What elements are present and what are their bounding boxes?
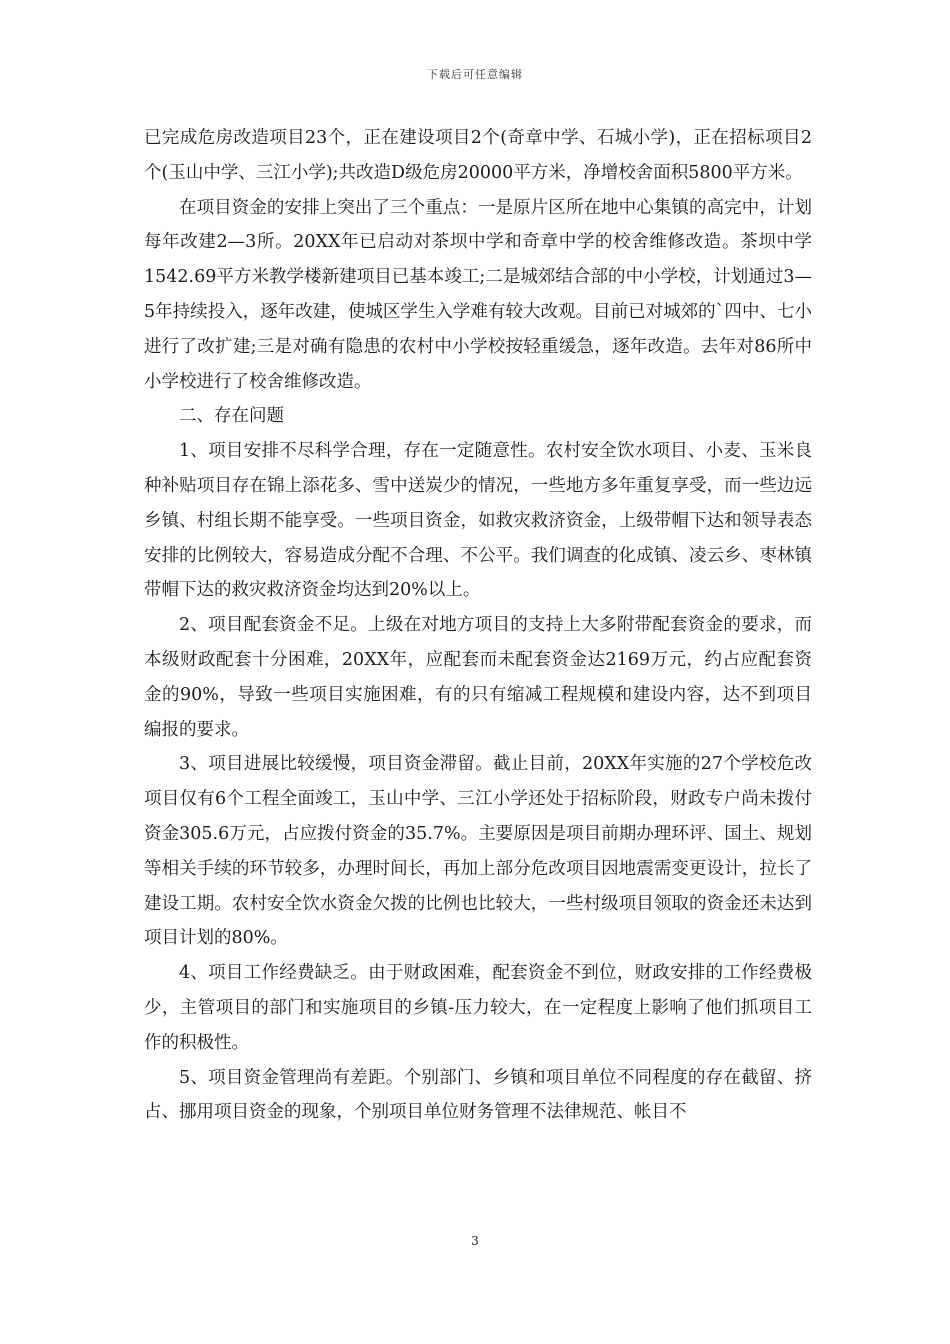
page-header: 下载后可任意编辑 <box>427 68 523 81</box>
page-number: 3 <box>471 1234 479 1248</box>
section-heading: 二、存在问题 <box>179 406 284 427</box>
paragraph-2: 在项目资金的安排上突出了三个重点：一是原片区所在地中心集镇的高完中，计划每年改建2—3所。20XX年已启动对茶坝中学和奇章中学的校舍维修改造。茶坝中学1542.69平方米教学楼新建项目已基本竣工;二是城郊结合部的中小学校，计划通过3—5年持续投入，逐年改建，使城区学生入学难有较大改观。目前已对城郊的`四中、七小进行了改扩建;三是对确有隐患的农村中小学校按轻重缓急，逐年改造。去年对86所中小学校进行了校舍维修改造。 <box>144 197 812 392</box>
paragraph-item-4: 4、项目工作经费缺乏。由于财政困难，配套资金不到位，财政安排的工作经费极少，主管项目的部门和实施项目的乡镇-压力较大，在一定程度上影响了他们抓项目工作的积极性。 <box>144 963 812 1053</box>
paragraph-item-2: 2、项目配套资金不足。上级在对地方项目的支持上大多附带配套资金的要求，而本级财政配套十分困难，20XX年，应配套而未配套资金达2169万元，约占应配套资金的90%，导致一些项目实施困难，有的只有缩减工程规模和建设内容，达不到项目编报的要求。 <box>144 615 812 740</box>
document-body <box>144 121 812 1130</box>
paragraph-1: 已完成危房改造项目23个，正在建设项目2个(奇章中学、石城小学)，正在招标项目2个(玉山中学、三江小学);共改造D级危房20000平方米，净增校舍面积5800平方米。 <box>144 128 812 183</box>
paragraph-item-5: 5、项目资金管理尚有差距。个别部门、乡镇和项目单位不同程度的存在截留、挤占、挪用项目资金的现象，个别项目单位财务管理不法律规范、帐目不 <box>144 1067 812 1123</box>
paragraph-item-3: 3、项目进展比较缓慢，项目资金滞留。截止目前，20XX年实施的27个学校危改项目仅有6个工程全面竣工，玉山中学、三江小学还处于招标阶段，财政专户尚未拨付资金305.6万元，占应拨付资金的35.7%。主要原因是项目前期办理环评、国土、规划等相关手续的环节较多，办理时间长，再加上部分危改项目因地震需变更设计，拉长了建设工期。农村安全饮水资金欠拨的比例也比较大，一些村级项目领取的资金还未达到项目计划的80%。 <box>144 754 812 949</box>
paragraph-item-1: 1、项目安排不尽科学合理，存在一定随意性。农村安全饮水项目、小麦、玉米良种补贴项目存在锦上添花多、雪中送炭少的情况，一些地方多年重复享受，而一些边远乡镇、村组长期不能享受。一些项目资金，如救灾救济资金，上级带帽下达和领导表态安排的比例较大，容易造成分配不合理、不公平。我们调查的化成镇、凌云乡、枣林镇带帽下达的救灾救济资金均达到20%以上。 <box>144 441 812 601</box>
